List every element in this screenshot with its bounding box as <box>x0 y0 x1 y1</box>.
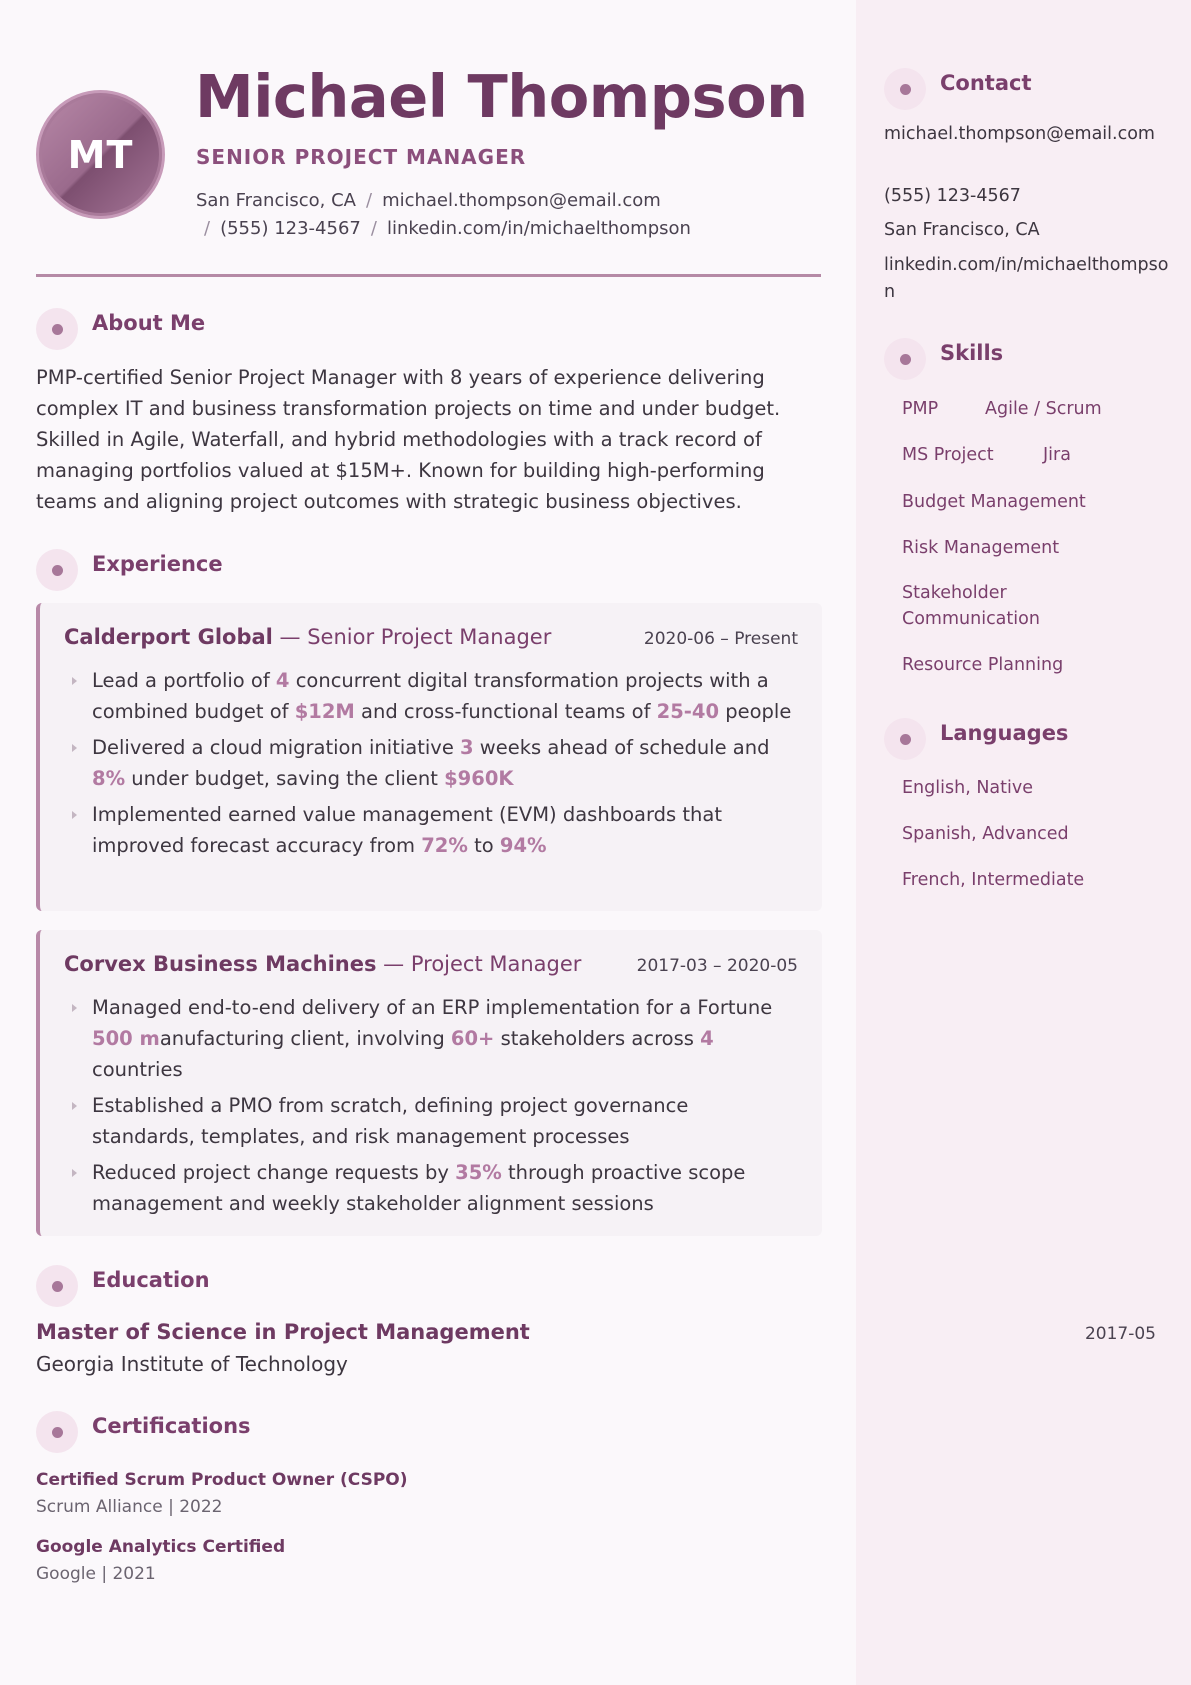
section-certifications <box>36 1411 251 1453</box>
list-item: Established a PMO from scratch, defining project governance standards, templates, and risk management processes <box>64 1090 794 1152</box>
section-title: About Me <box>92 311 206 335</box>
skill-tag: Resource Planning <box>902 655 1064 675</box>
list-item: Reduced project change requests by 35% through proactive scope management and weekly stakeholder alignment sessions <box>64 1157 794 1219</box>
sidebar-location: San Francisco, CA <box>884 220 1040 240</box>
section-title: Contact <box>940 71 1032 95</box>
section-languages <box>884 718 1068 760</box>
skill-tag: Budget Management <box>902 492 1086 512</box>
job-company: Calderport Global <box>64 625 273 649</box>
job-card <box>36 603 822 911</box>
education-date: 2017-05 <box>1084 1324 1156 1344</box>
cert-name: Google Analytics Certified <box>36 1537 286 1557</box>
cert-name: Certified Scrum Product Owner (CSPO) <box>36 1470 408 1490</box>
skill-tag: MS Project <box>902 445 994 465</box>
skill-tag: Risk Management <box>902 538 1060 558</box>
job-company: Corvex Business Machines <box>64 952 377 976</box>
section-skills <box>884 338 1003 380</box>
header-email[interactable]: michael.thompson@email.com <box>382 190 661 211</box>
bullet-dot-icon <box>36 308 78 350</box>
job-card <box>36 930 822 1236</box>
header-contact-line-1: San Francisco, CA / michael.thompson@email.com <box>196 190 661 211</box>
job-heading: Calderport Global — Senior Project Manager <box>64 625 552 649</box>
avatar-initials: MT <box>67 132 134 177</box>
job-position: Project Manager <box>410 952 582 976</box>
cert-meta: Scrum Alliance | 2022 <box>36 1497 223 1517</box>
list-item: Lead a portfolio of 4 concurrent digital transformation projects with a combined budget of $12M and cross-functional teams of 25-40 people <box>64 665 794 727</box>
job-dates: 2020-06 – Present <box>643 629 798 649</box>
list-item: Implemented earned value management (EVM) dashboards that improved forecast accuracy from 72% to 94% <box>64 799 794 861</box>
avatar <box>36 90 165 219</box>
language-item: English, Native <box>902 778 1033 798</box>
job-position: Senior Project Manager <box>307 625 552 649</box>
header-linkedin[interactable]: linkedin.com/in/michaelthompson <box>386 218 691 239</box>
skill-tag: Stakeholder Communication <box>902 583 1040 629</box>
section-about <box>36 308 205 350</box>
education-school: Georgia Institute of Technology <box>36 1352 348 1376</box>
skill-tag: Jira <box>1043 445 1071 465</box>
section-title: Languages <box>940 721 1069 745</box>
skill-tag: PMP <box>902 399 939 419</box>
header-phone[interactable]: (555) 123-4567 <box>220 218 361 239</box>
about-text: PMP-certified Senior Project Manager with 8 years of experience delivering complex IT and business transformation projects on time and under budget. Skilled in Agile, Waterfall, and hybrid methodologies with a track record of managing portfolios valued at $15M+. Known for building high-performing teams and aligning project outcomes with strategic business objectives. <box>36 366 781 513</box>
job-dates: 2017-03 – 2020-05 <box>636 956 798 976</box>
sidebar-linkedin[interactable]: linkedin.com/in/michaelthompson <box>884 255 1169 302</box>
section-title: Education <box>92 1268 210 1292</box>
cert-meta: Google | 2021 <box>36 1564 156 1584</box>
skill-tag: Agile / Scrum <box>985 399 1102 419</box>
header-divider <box>36 274 821 277</box>
section-education <box>36 1265 210 1307</box>
list-item: Delivered a cloud migration initiative 3 weeks ahead of schedule and 8% under budget, saving the client $960K <box>64 732 794 794</box>
bullet-dot-icon <box>884 718 926 760</box>
sidebar-email[interactable]: michael.thompson@email.com <box>884 124 1155 144</box>
language-item: French, Intermediate <box>902 870 1085 890</box>
bullet-dot-icon <box>884 338 926 380</box>
bullet-dot-icon <box>36 549 78 591</box>
education-degree: Master of Science in Project Management <box>36 1320 530 1344</box>
bullet-dot-icon <box>884 68 926 110</box>
header-contact-line-2: / (555) 123-4567 / linkedin.com/in/michaelthompson <box>204 218 691 239</box>
bullet-dot-icon <box>36 1411 78 1453</box>
section-title: Certifications <box>92 1414 251 1438</box>
section-title: Experience <box>92 552 223 576</box>
bullet-dot-icon <box>36 1265 78 1307</box>
section-experience <box>36 549 223 591</box>
job-heading: Corvex Business Machines — Project Manager <box>64 952 582 976</box>
header-location: San Francisco, CA <box>196 190 356 211</box>
section-title: Skills <box>940 341 1004 365</box>
language-item: Spanish, Advanced <box>902 824 1069 844</box>
sidebar-phone[interactable]: (555) 123-4567 <box>884 186 1021 206</box>
job-bullets <box>64 992 794 1224</box>
job-bullets <box>64 665 794 866</box>
section-contact <box>884 68 1032 110</box>
candidate-role: SENIOR PROJECT MANAGER <box>196 145 527 169</box>
list-item: Managed end-to-end delivery of an ERP implementation for a Fortune 500 manufacturing client, involving 60+ stakeholders across 4 countries <box>64 992 794 1085</box>
candidate-name: Michael Thompson <box>195 62 808 131</box>
